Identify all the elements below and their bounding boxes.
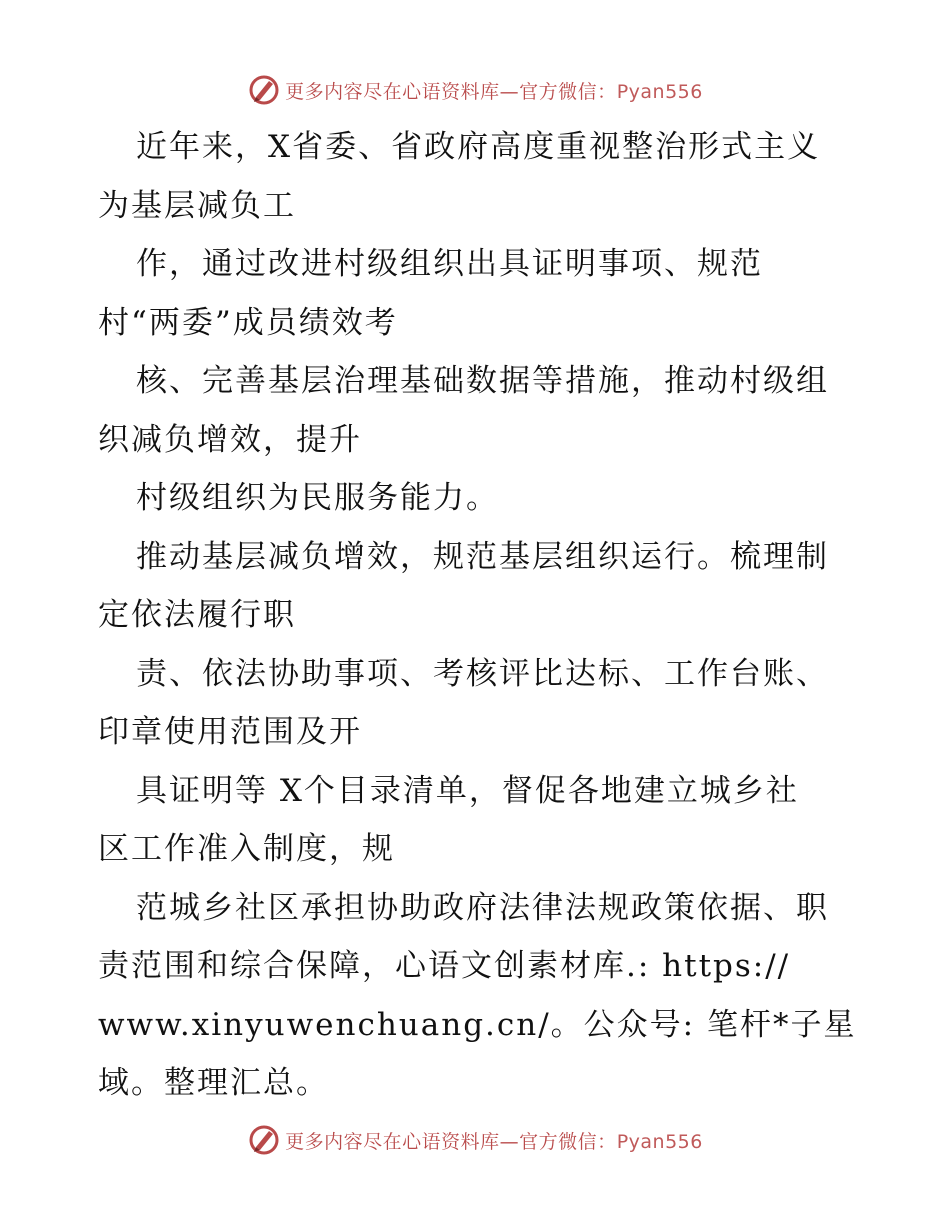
paragraph-line: 近年来，X省委、省政府高度重视整治形式主义 bbox=[136, 129, 821, 165]
paragraph-line: 范城乡社区承担协助政府法律法规政策依据、职 bbox=[136, 889, 829, 926]
paragraph-line: 织减负增效，提升 bbox=[98, 421, 362, 458]
paragraph-line: 定依法履行职 bbox=[98, 597, 296, 633]
paragraph-line: 作，通过改进村级组织出具证明事项、规范 bbox=[136, 246, 763, 282]
header-banner-text bbox=[285, 77, 703, 104]
paragraph-line: 印章使用范围及开 bbox=[98, 714, 362, 750]
footer-banner-separator: — bbox=[499, 1130, 520, 1153]
footer-wechat-label: 官方微信： bbox=[519, 1130, 617, 1153]
paragraph-line: 责、依法协助事项、考核评比达标、工作台账、 bbox=[136, 655, 829, 692]
paragraph-line: 区工作准入制度，规 bbox=[98, 831, 395, 867]
footer-banner-text bbox=[285, 1127, 703, 1154]
paragraph-line: 具证明等 X个目录清单，督促各地建立城乡社 bbox=[136, 772, 799, 809]
pen-logo-icon bbox=[247, 73, 281, 107]
paragraph-line: 村级组织为民服务能力。 bbox=[136, 480, 499, 516]
header-wechat-label: 官方微信： bbox=[519, 80, 617, 103]
paragraph-line: 为基层减负工 bbox=[98, 187, 296, 224]
header-banner bbox=[0, 70, 950, 110]
pen-logo-icon bbox=[247, 1123, 281, 1157]
header-wechat-id: Pyan556 bbox=[616, 80, 703, 103]
footer-wechat-id: Pyan556 bbox=[616, 1130, 703, 1153]
footer-banner-title: 更多内容尽在心语资料库 bbox=[285, 1130, 500, 1153]
paragraph-line: 推动基层减负增效，规范基层组织运行。梳理制 bbox=[136, 538, 829, 575]
paragraph-line: 域。整理汇总。 bbox=[98, 1065, 329, 1101]
paragraph-line: 村“两委”成员绩效考 bbox=[98, 304, 398, 341]
paragraph-line: 核、完善基层治理基础数据等措施，推动村级组 bbox=[136, 363, 829, 399]
document-body bbox=[98, 118, 878, 1113]
paragraph-line: 责范围和综合保障，心语文创素材库.: https:// bbox=[98, 948, 791, 984]
footer-banner bbox=[0, 1120, 950, 1160]
paragraph-line: www.xinyuwenchuang.cn/。公众号: 笔杆*子星 bbox=[98, 1006, 857, 1043]
header-banner-title: 更多内容尽在心语资料库 bbox=[285, 80, 500, 103]
header-banner-separator: — bbox=[499, 80, 520, 103]
